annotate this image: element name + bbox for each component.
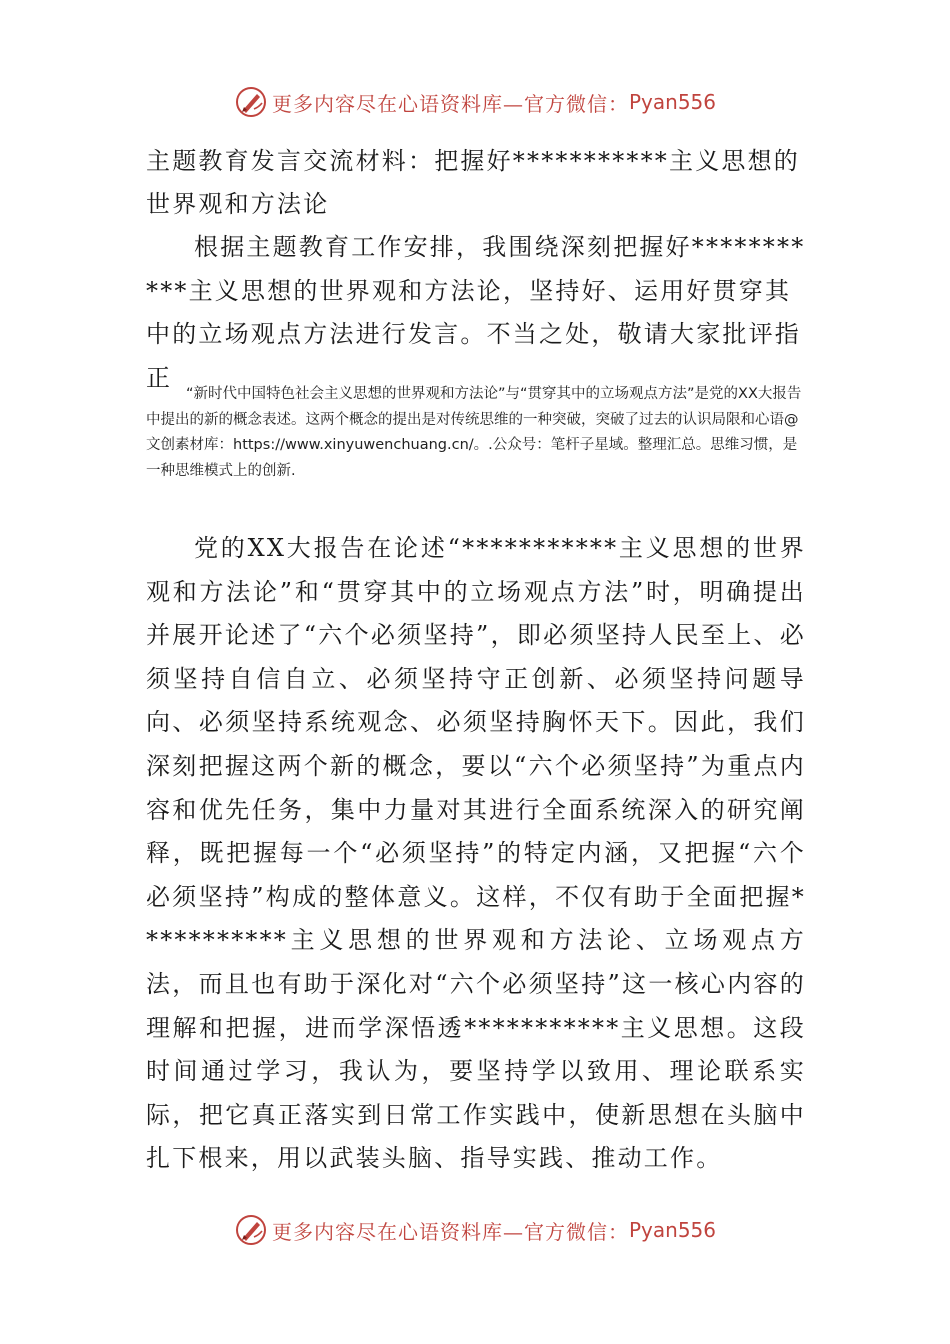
footer-watermark-banner [0,1208,950,1252]
pen-logo-icon [234,85,268,119]
pen-logo-icon [234,1213,268,1247]
document-title: 主题教育发言交流材料：把握好***********主义思想的世界观和方法论 [146,147,800,218]
banner-wechat-handle: Pyan556 [628,1218,716,1242]
body-paragraph: 党的XX大报告在论述“***********主义思想的世界观和方法论”和“贯穿其中的立场观点方法”时，明确提出并展开论述了“六个必须坚持”，即必须坚持人民至上、必须坚持自信自立、必须坚持守正创新、必须坚持问题导向、必须坚持系统观念、必须坚持胸怀天下。因此，我们深刻把握这两个新的概念，要以“六个必须坚持”为重点内容和优先任务，集中力量对其进行全面系统深入的研究阐释，既把握每一个“必须坚持”的特定内涵，又把握“六个必须坚持”构成的整体意义。这样，不仅有助于全面把握***********主义思想的世界观和方法论、立场观点方法，而且也有助于深化对“六个必须坚持”这一核心内容的理解和把握，进而学深悟透***********主义思想。这段时间通过学习，我认为，要坚持学以致用、理论联系实际，把它真正落实到日常工作实践中，使新思想在头脑中扎下根来，用以武装头脑、指导实践、推动工作。 [146,534,806,1173]
banner-text: 更多内容尽在心语资料库—官方微信： [271,1219,629,1244]
header-watermark-banner [0,80,950,124]
banner-wechat-handle: Pyan556 [628,90,716,114]
quote-paragraph: “新时代中国特色社会主义思想的世界观和方法论”与“贯穿其中的立场观点方法”是党的XX大报告中提出的新的概念表述。这两个概念的提出是对传统思维的一种突破，突破了过去的认识局限和心语@文创素材库：https://www.xinyuwenchuang.cn/。.公众号：笔杆子星域。整理汇总。思维习惯，是一种思维模式上的创新. [146,386,802,479]
banner-text: 更多内容尽在心语资料库—官方微信： [271,91,629,116]
intro-paragraph: 根据主题教育工作安排，我围绕深刻把握好***********主义思想的世界观和方法论，坚持好、运用好贯穿其中的立场观点方法进行发言。不当之处，敬请大家批评指正 [146,233,806,392]
